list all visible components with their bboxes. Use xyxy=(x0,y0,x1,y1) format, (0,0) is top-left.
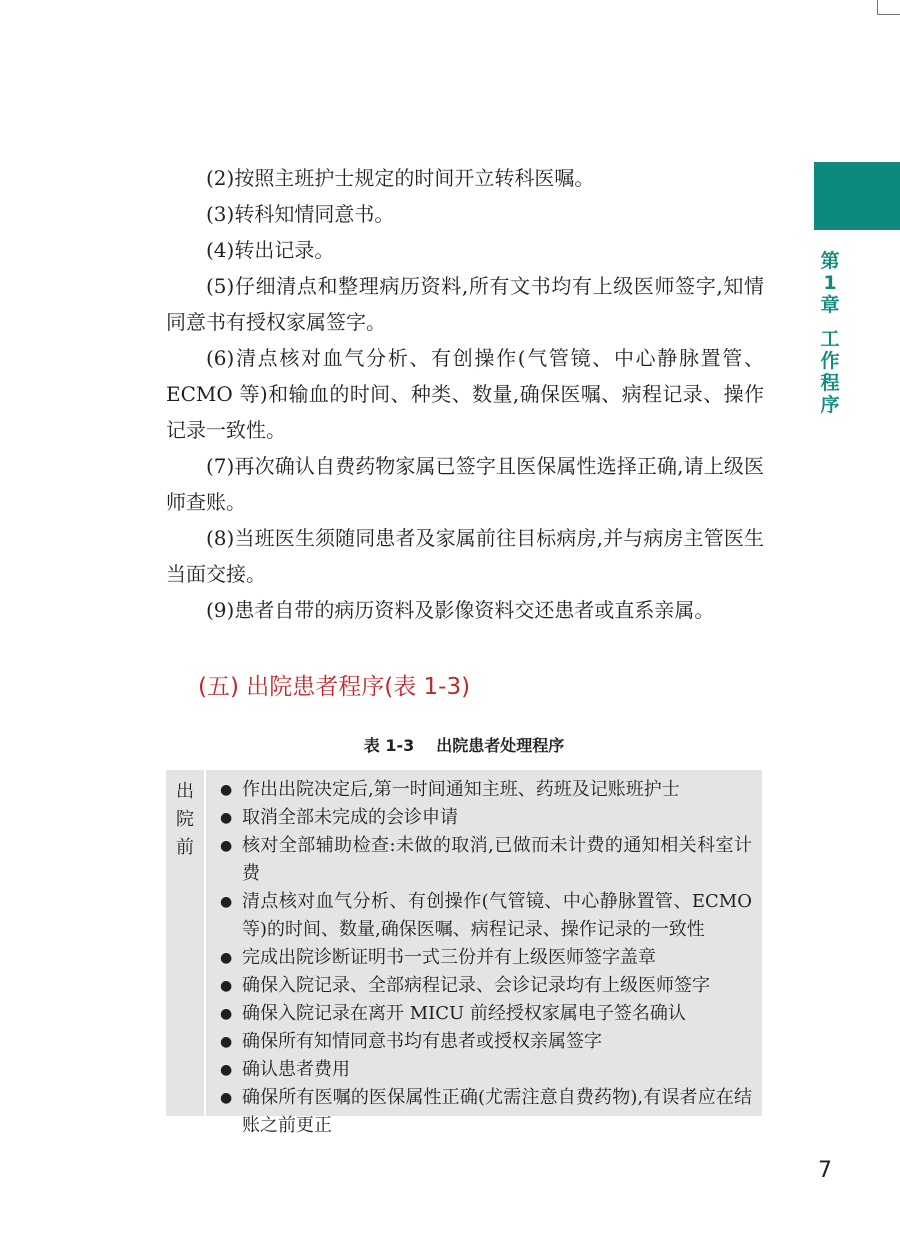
bullet-list xyxy=(206,770,762,1136)
list-item-text: 确认患者费用 xyxy=(242,1059,350,1080)
row-header-char: 出 xyxy=(176,781,194,802)
list-item xyxy=(220,1084,752,1140)
bullet-icon: ● xyxy=(220,782,233,798)
paragraph: (4)转出记录。 xyxy=(206,238,335,262)
row-header-char: 院 xyxy=(176,809,194,830)
list-item xyxy=(220,832,752,888)
list-item xyxy=(220,972,752,1000)
list-item-text: 确保所有医嘱的医保属性正确(尤需注意自费药物),有误者应在结账之前更正 xyxy=(242,1087,752,1136)
section-heading: (五) 出院患者程序(表 1-3) xyxy=(198,674,471,700)
list-item xyxy=(220,1056,752,1084)
list-item-text: 作出出院决定后,第一时间通知主班、药班及记账班护士 xyxy=(242,779,680,800)
table-caption-title: 出院患者处理程序 xyxy=(436,736,565,755)
bullet-icon: ● xyxy=(220,894,233,910)
bullet-icon: ● xyxy=(220,1034,233,1050)
bullet-icon: ● xyxy=(220,1062,233,1078)
list-item-text: 确保入院记录、全部病程记录、会诊记录均有上级医师签字 xyxy=(242,975,710,996)
bullet-icon: ● xyxy=(220,810,233,826)
page-number: 7 xyxy=(818,1158,832,1183)
chapter-color-tab xyxy=(814,162,900,230)
list-item xyxy=(220,804,752,832)
paragraph: (8)当班医生须随同患者及家属前往目标病房,并与病房主管医生当面交接。 xyxy=(166,526,764,586)
table-caption xyxy=(166,734,762,758)
bullet-icon: ● xyxy=(220,978,233,994)
chapter-title-char: 工 xyxy=(820,328,840,350)
list-item xyxy=(220,888,752,944)
list-item xyxy=(220,944,752,972)
chapter-title-char: 作 xyxy=(820,350,840,372)
list-item xyxy=(220,1028,752,1056)
row-header-char: 前 xyxy=(176,837,194,858)
chapter-label-char: 1 xyxy=(823,272,837,294)
table-caption-number: 表 1-3 xyxy=(363,736,415,755)
chapter-label-char: 第 xyxy=(820,250,840,272)
table-row-header xyxy=(166,770,206,1116)
paragraph: (6)清点核对血气分析、有创操作(气管镜、中心静脉置管、ECMO 等)和输血的时间、种类、数量,确保医嘱、病程记录、操作记录一致性。 xyxy=(166,346,764,442)
bullet-icon: ● xyxy=(220,1006,233,1022)
paragraph: (3)转科知情同意书。 xyxy=(206,202,395,226)
bullet-icon: ● xyxy=(220,950,233,966)
list-item-text: 完成出院诊断证明书一式三份并有上级医师签字盖章 xyxy=(242,947,656,968)
list-item-text: 确保入院记录在离开 MICU 前经授权家属电子签名确认 xyxy=(242,1003,686,1024)
list-item-text: 取消全部未完成的会诊申请 xyxy=(242,807,458,828)
chapter-label-char: 章 xyxy=(820,294,840,316)
list-item xyxy=(220,1000,752,1028)
list-item xyxy=(220,776,752,804)
bullet-icon: ● xyxy=(220,838,233,854)
chapter-title-char: 程 xyxy=(820,372,840,394)
list-item-text: 核对全部辅助检查:未做的取消,已做而未计费的通知相关科室计费 xyxy=(242,835,752,884)
bullet-icon: ● xyxy=(220,1090,233,1106)
paragraph: (9)患者自带的病历资料及影像资料交还患者或直系亲属。 xyxy=(206,598,715,622)
crop-mark xyxy=(877,0,900,15)
body-text xyxy=(166,160,764,628)
chapter-side-label xyxy=(812,250,848,416)
list-item-text: 确保所有知情同意书均有患者或授权亲属签字 xyxy=(242,1031,602,1052)
chapter-title-char: 序 xyxy=(820,394,840,416)
paragraph: (7)再次确认自费药物家属已签字且医保属性选择正确,请上级医师查账。 xyxy=(166,454,764,514)
paragraph: (2)按照主班护士规定的时间开立转科医嘱。 xyxy=(206,166,595,190)
discharge-procedure-table xyxy=(166,770,762,1136)
paragraph: (5)仔细清点和整理病历资料,所有文书均有上级医师签字,知情同意书有授权家属签字。 xyxy=(166,274,764,334)
list-item-text: 清点核对血气分析、有创操作(气管镜、中心静脉置管、ECMO 等)的时间、数量,确保医嘱、病程记录、操作记录的一致性 xyxy=(242,891,752,940)
